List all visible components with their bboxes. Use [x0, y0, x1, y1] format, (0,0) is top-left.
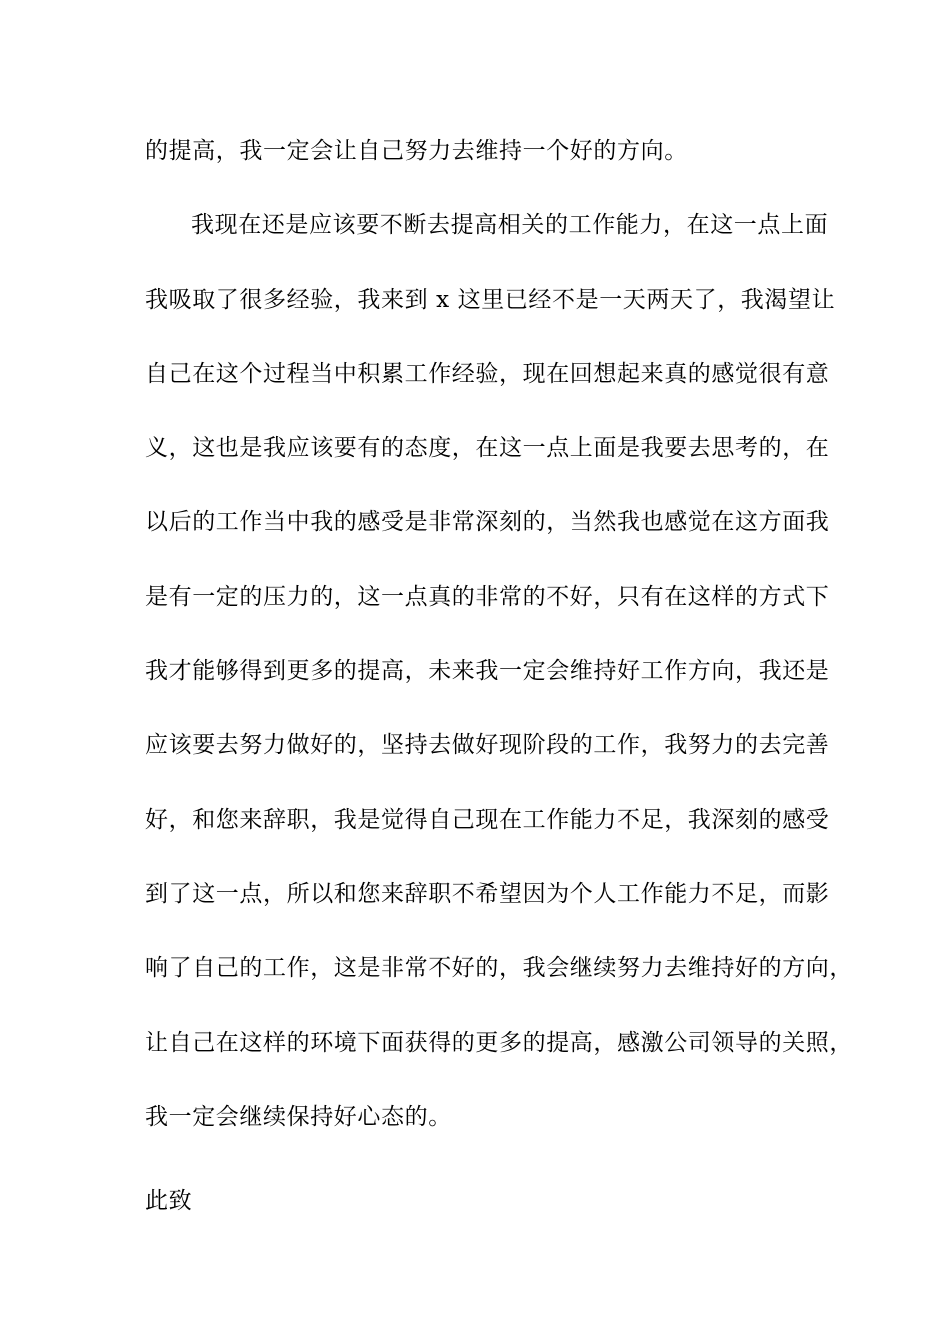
- body-line-10: 好，和您来辞职，我是觉得自己现在工作能力不足，我深刻的感受: [145, 806, 830, 833]
- body-line-14: 我一定会继续保持好心态的。: [145, 1103, 452, 1130]
- body-line-5: 义，这也是我应该要有的态度，在这一点上面是我要去思考的，在: [145, 435, 830, 462]
- body-line-12: 响了自己的工作，这是非常不好的，我会继续努力去维持好的方向，: [145, 955, 853, 982]
- closing-salutation: 此致: [145, 1188, 193, 1214]
- letter-body: [145, 128, 853, 1168]
- body-line-11: 到了这一点，所以和您来辞职不希望因为个人工作能力不足，而影: [145, 880, 830, 907]
- body-line-4: 自己在这个过程当中积累工作经验，现在回想起来真的感觉很有意: [145, 360, 830, 387]
- body-line-3: 我吸取了很多经验，我来到 x 这里已经不是一天两天了，我渴望让: [145, 286, 836, 313]
- body-line-1: 的提高，我一定会让自己努力去维持一个好的方向。: [145, 138, 688, 164]
- body-line-13: 让自己在这样的环境下面获得的更多的提高，感激公司领导的关照，: [145, 1029, 853, 1056]
- body-line-8: 我才能够得到更多的提高，未来我一定会维持好工作方向，我还是: [145, 658, 830, 685]
- body-line-7: 是有一定的压力的，这一点真的非常的不好，只有在这样的方式下: [145, 583, 830, 610]
- body-line-6: 以后的工作当中我的感受是非常深刻的，当然我也感觉在这方面我: [145, 509, 830, 536]
- body-line-9: 应该要去努力做好的，坚持去做好现阶段的工作，我努力的去完善: [145, 732, 830, 759]
- paragraph-start-line: 我现在还是应该要不断去提高相关的工作能力，在这一点上面: [191, 212, 829, 239]
